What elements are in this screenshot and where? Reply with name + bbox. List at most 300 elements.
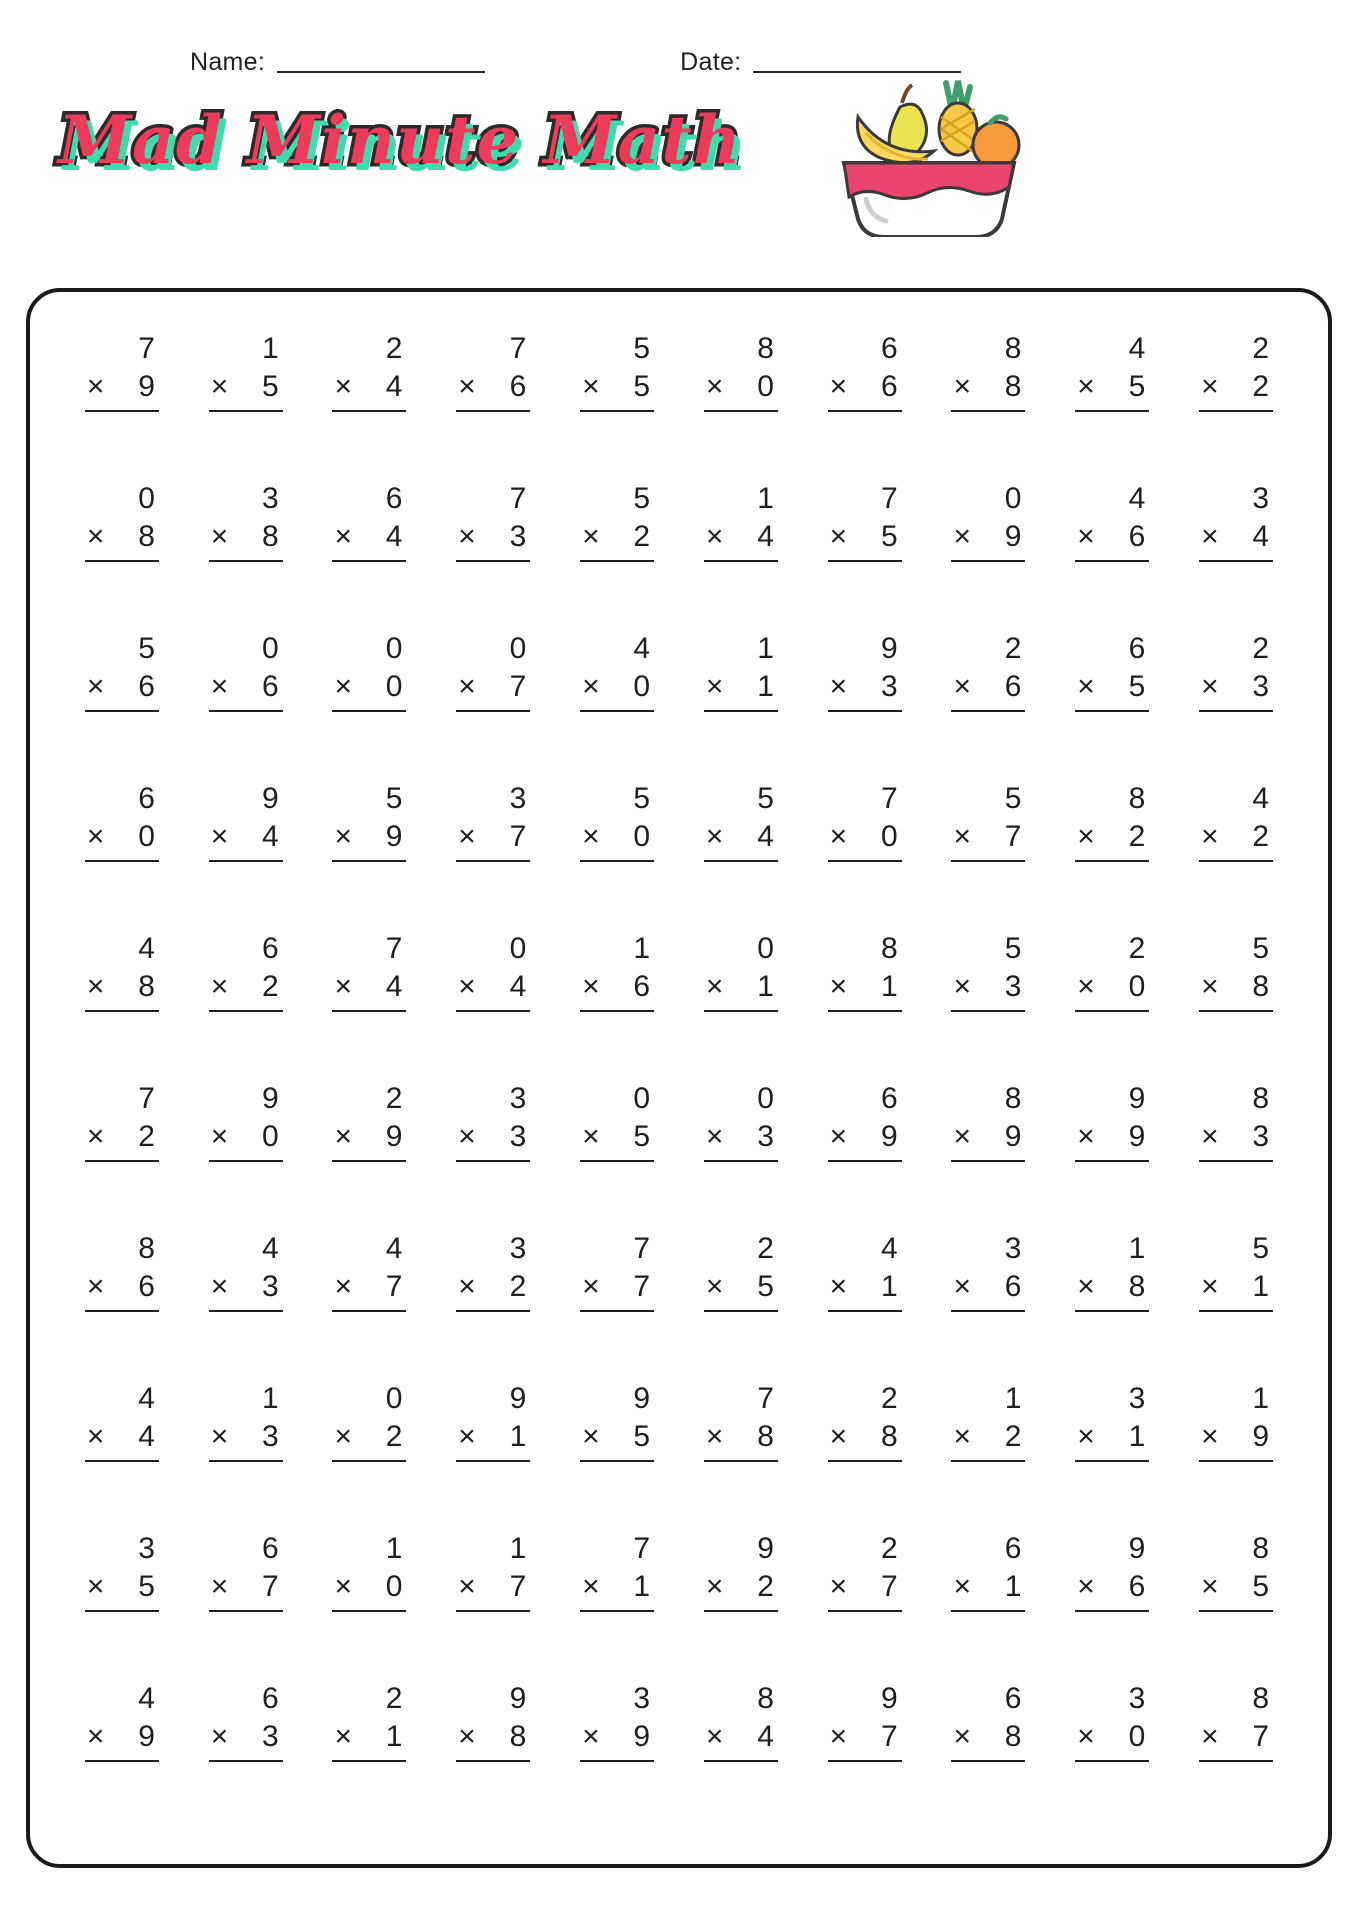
multiplication-problem[interactable] [1075, 1530, 1149, 1612]
problem-cell[interactable] [60, 1530, 184, 1680]
problem-operand-bottom-row [951, 368, 1025, 411]
problem-cell[interactable] [1174, 780, 1298, 930]
multiply-operator: × [86, 820, 105, 854]
problem-operand-bottom-row [580, 968, 654, 1011]
problem-operand-bottom: 1 [633, 1570, 651, 1604]
problem-cell[interactable] [803, 780, 927, 930]
problem-operand-top: 3 [509, 1232, 527, 1265]
problem-operand-bottom: 5 [1128, 370, 1146, 404]
problem-cell[interactable] [184, 1530, 308, 1680]
problem-cell[interactable] [184, 1230, 308, 1380]
multiplication-problem[interactable] [951, 330, 1025, 412]
problem-cell[interactable] [1174, 630, 1298, 780]
problem-cell[interactable] [431, 1680, 555, 1830]
multiply-operator: × [1201, 1720, 1219, 1754]
multiplication-problem[interactable] [951, 1230, 1025, 1312]
multiply-operator: × [829, 670, 848, 704]
problem-cell[interactable] [679, 1230, 803, 1380]
problem-cell[interactable] [431, 1530, 555, 1680]
problem-cell[interactable] [803, 930, 927, 1080]
problem-cell[interactable] [803, 1680, 927, 1830]
problem-cell[interactable] [60, 480, 184, 630]
problem-operand-bottom-row [704, 1268, 778, 1311]
problem-operand-top: 2 [385, 332, 403, 365]
multiply-operator: × [1077, 670, 1095, 704]
problem-cell[interactable] [60, 930, 184, 1080]
problem-cell[interactable] [927, 780, 1051, 930]
multiply-operator: × [210, 1120, 229, 1154]
problem-cell[interactable] [1174, 1680, 1298, 1830]
problem-operand-bottom-row [85, 518, 159, 561]
multiplication-problem[interactable] [1075, 1080, 1149, 1162]
problem-cell[interactable] [1050, 1080, 1174, 1230]
multiplication-problem[interactable] [1199, 1680, 1273, 1762]
problem-operand-top: 4 [262, 1232, 279, 1265]
problem-cell[interactable] [803, 480, 927, 630]
multiply-operator: × [1201, 820, 1219, 854]
multiplication-problem[interactable] [704, 780, 778, 862]
multiply-operator: × [829, 1270, 848, 1304]
multiplication-problem[interactable] [580, 930, 654, 1012]
problem-cell[interactable] [308, 480, 432, 630]
problem-cell[interactable] [555, 780, 679, 930]
multiplication-problem[interactable] [580, 630, 654, 712]
problem-cell[interactable] [431, 1380, 555, 1530]
multiplication-problem[interactable] [1075, 1380, 1149, 1462]
multiplication-problem[interactable] [332, 780, 406, 862]
problem-cell[interactable] [555, 630, 679, 780]
problem-cell[interactable] [1050, 1680, 1174, 1830]
multiplication-problem[interactable] [85, 1080, 159, 1162]
problem-cell[interactable] [184, 780, 308, 930]
problem-cell[interactable] [803, 1380, 927, 1530]
problem-operand-bottom: 0 [262, 1120, 279, 1154]
problem-cell[interactable] [308, 1230, 432, 1380]
problem-operand-bottom-row [456, 368, 530, 411]
multiplication-problem[interactable] [1075, 330, 1149, 412]
problem-cell[interactable] [308, 780, 432, 930]
multiplication-problem[interactable] [456, 1080, 530, 1162]
problem-cell[interactable] [555, 330, 679, 480]
problem-operand-bottom: 2 [262, 970, 279, 1004]
problem-operand-bottom-row [332, 818, 406, 861]
multiplication-problem[interactable] [951, 1080, 1025, 1162]
multiplication-problem[interactable] [580, 1380, 654, 1462]
problem-cell[interactable] [927, 1380, 1051, 1530]
multiplication-problem[interactable] [580, 1530, 654, 1612]
multiplication-problem[interactable] [85, 1230, 159, 1312]
multiplication-problem[interactable] [951, 630, 1025, 712]
problem-operand-bottom-row [1199, 518, 1273, 561]
problem-cell[interactable] [927, 1230, 1051, 1380]
problem-operand-top: 7 [509, 482, 527, 515]
problem-cell[interactable] [1050, 330, 1174, 480]
multiplication-problem[interactable] [209, 480, 283, 562]
multiplication-problem[interactable] [456, 1530, 530, 1612]
multiplication-problem[interactable] [1075, 630, 1149, 712]
problem-operand-bottom-row [580, 1718, 654, 1761]
problem-cell[interactable] [555, 1230, 679, 1380]
multiplication-problem[interactable] [456, 1680, 530, 1762]
multiplication-problem[interactable] [332, 1530, 406, 1612]
problem-operand-bottom: 2 [1128, 820, 1146, 854]
problem-operand-bottom: 5 [138, 1570, 155, 1604]
multiplication-problem[interactable] [209, 1230, 283, 1312]
multiply-operator: × [582, 820, 600, 854]
problem-cell[interactable] [60, 1080, 184, 1230]
problem-cell[interactable] [803, 1530, 927, 1680]
problem-cell[interactable] [1050, 630, 1174, 780]
problem-operand-top: 0 [509, 632, 527, 665]
multiplication-problem[interactable] [828, 930, 902, 1012]
problem-operand-bottom: 6 [509, 370, 527, 404]
problem-row [60, 1080, 1298, 1230]
multiplication-problem[interactable] [85, 1680, 159, 1762]
multiplication-problem[interactable] [209, 1680, 283, 1762]
multiplication-problem[interactable] [704, 330, 778, 412]
multiplication-problem[interactable] [580, 1230, 654, 1312]
multiplication-problem[interactable] [209, 1380, 283, 1462]
problem-operand-bottom: 5 [262, 370, 279, 404]
problem-cell[interactable] [308, 630, 432, 780]
multiplication-problem[interactable] [209, 630, 283, 712]
problem-cell[interactable] [803, 1230, 927, 1380]
problem-cell[interactable] [927, 480, 1051, 630]
problem-cell[interactable] [1050, 1530, 1174, 1680]
problem-operand-bottom: 7 [509, 820, 527, 854]
multiplication-problem[interactable] [332, 1080, 406, 1162]
multiplication-problem[interactable] [704, 630, 778, 712]
problem-cell[interactable] [431, 780, 555, 930]
problem-operand-bottom: 8 [1252, 970, 1270, 1004]
multiplication-problem[interactable] [828, 1380, 902, 1462]
problem-cell[interactable] [679, 1380, 803, 1530]
name-field[interactable] [190, 48, 485, 77]
problem-cell[interactable] [431, 1230, 555, 1380]
problem-cell[interactable] [927, 330, 1051, 480]
problem-cell[interactable] [184, 1380, 308, 1530]
problem-cell[interactable] [308, 1380, 432, 1530]
problem-cell[interactable] [431, 1080, 555, 1230]
problem-cell[interactable] [1174, 330, 1298, 480]
problem-cell[interactable] [431, 330, 555, 480]
problem-cell[interactable] [679, 1080, 803, 1230]
problem-operand-bottom: 7 [262, 1570, 279, 1604]
multiplication-problem[interactable] [580, 480, 654, 562]
multiplication-problem[interactable] [332, 930, 406, 1012]
problem-operand-top: 5 [633, 782, 651, 815]
multiply-operator: × [705, 370, 724, 404]
multiplication-problem[interactable] [704, 480, 778, 562]
multiply-operator: × [1077, 520, 1095, 554]
problem-cell[interactable] [679, 930, 803, 1080]
problem-operand-bottom-row [209, 518, 283, 561]
problem-cell[interactable] [1050, 480, 1174, 630]
multiplication-problem[interactable] [704, 1230, 778, 1312]
problem-cell[interactable] [803, 1080, 927, 1230]
problem-operand-top: 4 [138, 1682, 155, 1715]
multiplication-problem[interactable] [332, 1230, 406, 1312]
problem-cell[interactable] [679, 480, 803, 630]
multiplication-problem[interactable] [85, 930, 159, 1012]
problem-operand-bottom-row [951, 668, 1025, 711]
problem-operand-bottom: 0 [138, 820, 155, 854]
problem-cell[interactable] [555, 480, 679, 630]
problem-cell[interactable] [679, 1680, 803, 1830]
multiplication-problem[interactable] [828, 1680, 902, 1762]
problem-cell[interactable] [927, 1680, 1051, 1830]
problem-operand-bottom-row [209, 968, 283, 1011]
multiplication-problem[interactable] [704, 1080, 778, 1162]
multiplication-problem[interactable] [1199, 930, 1273, 1012]
multiplication-problem[interactable] [1199, 1380, 1273, 1462]
multiplication-problem[interactable] [828, 1230, 902, 1312]
problem-operand-bottom: 9 [633, 1720, 651, 1754]
problem-cell[interactable] [308, 930, 432, 1080]
problem-operand-top: 8 [1004, 1082, 1022, 1115]
problem-cell[interactable] [60, 780, 184, 930]
problem-cell[interactable] [1174, 930, 1298, 1080]
multiplication-problem[interactable] [85, 780, 159, 862]
multiplication-problem[interactable] [456, 330, 530, 412]
problem-operand-bottom: 8 [509, 1720, 527, 1754]
multiplication-problem[interactable] [704, 930, 778, 1012]
multiplication-problem[interactable] [1075, 930, 1149, 1012]
problem-cell[interactable] [1050, 1230, 1174, 1380]
problem-cell[interactable] [803, 630, 927, 780]
problem-cell[interactable] [555, 1530, 679, 1680]
problem-operand-bottom: 2 [1252, 820, 1270, 854]
problem-cell[interactable] [803, 330, 927, 480]
multiplication-problem[interactable] [1199, 1080, 1273, 1162]
problem-cell[interactable] [679, 330, 803, 480]
problem-row [60, 330, 1298, 480]
multiplication-problem[interactable] [456, 480, 530, 562]
problem-cell[interactable] [1174, 1230, 1298, 1380]
problem-operand-bottom: 7 [1252, 1720, 1270, 1754]
multiply-operator: × [458, 970, 476, 1004]
multiplication-problem[interactable] [828, 630, 902, 712]
multiplication-problem[interactable] [1199, 630, 1273, 712]
problem-operand-bottom-row [456, 818, 530, 861]
multiply-operator: × [210, 370, 229, 404]
problem-cell[interactable] [60, 1680, 184, 1830]
problem-cell[interactable] [679, 630, 803, 780]
problem-cell[interactable] [431, 480, 555, 630]
problem-operand-bottom-row [704, 1418, 778, 1461]
problem-cell[interactable] [1174, 1080, 1298, 1230]
multiplication-problem[interactable] [1199, 780, 1273, 862]
problem-cell[interactable] [184, 480, 308, 630]
problem-operand-bottom-row [85, 1568, 159, 1611]
multiplication-problem[interactable] [456, 1230, 530, 1312]
multiply-operator: × [86, 1720, 105, 1754]
problem-operand-top: 8 [757, 1682, 774, 1715]
problem-cell[interactable] [60, 330, 184, 480]
problem-cell[interactable] [308, 330, 432, 480]
multiplication-problem[interactable] [951, 1530, 1025, 1612]
multiplication-problem[interactable] [828, 1530, 902, 1612]
multiplication-problem[interactable] [85, 630, 159, 712]
problem-cell[interactable] [184, 630, 308, 780]
problem-operand-top: 6 [262, 932, 279, 965]
problem-operand-top: 1 [1004, 1382, 1022, 1415]
problem-operand-bottom-row [209, 1568, 283, 1611]
multiply-operator: × [582, 370, 600, 404]
multiplication-problem[interactable] [1199, 1230, 1273, 1312]
multiply-operator: × [210, 1570, 229, 1604]
problem-operand-bottom-row [1075, 968, 1149, 1011]
multiplication-problem[interactable] [209, 930, 283, 1012]
multiplication-problem[interactable] [951, 480, 1025, 562]
problem-cell[interactable] [431, 630, 555, 780]
problem-cell[interactable] [308, 1530, 432, 1680]
problem-operand-bottom-row [209, 368, 283, 411]
problem-cell[interactable] [184, 930, 308, 1080]
problem-cell[interactable] [431, 930, 555, 1080]
problem-cell[interactable] [184, 1080, 308, 1230]
problem-operand-bottom-row [85, 368, 159, 411]
problem-operand-top: 9 [509, 1682, 527, 1715]
problem-operand-bottom-row [828, 1568, 902, 1611]
problem-cell[interactable] [927, 1080, 1051, 1230]
problem-cell[interactable] [1174, 1380, 1298, 1530]
multiply-operator: × [458, 670, 476, 704]
multiplication-problem[interactable] [456, 630, 530, 712]
problem-operand-bottom: 0 [385, 670, 403, 704]
problem-operand-top: 8 [1252, 1082, 1270, 1115]
problem-operand-bottom-row [332, 518, 406, 561]
multiplication-problem[interactable] [332, 480, 406, 562]
problem-cell[interactable] [1050, 1380, 1174, 1530]
multiplication-problem[interactable] [1199, 480, 1273, 562]
problem-cell[interactable] [679, 780, 803, 930]
multiplication-problem[interactable] [828, 780, 902, 862]
multiplication-problem[interactable] [580, 780, 654, 862]
multiplication-problem[interactable] [580, 1080, 654, 1162]
multiply-operator: × [953, 520, 971, 554]
multiplication-problem[interactable] [209, 330, 283, 412]
problem-operand-bottom-row [951, 1718, 1025, 1761]
problem-cell[interactable] [60, 630, 184, 780]
problem-cell[interactable] [60, 1230, 184, 1380]
problem-cell[interactable] [555, 1080, 679, 1230]
name-input-line[interactable] [277, 70, 485, 73]
multiplication-problem[interactable] [456, 780, 530, 862]
multiplication-problem[interactable] [1075, 780, 1149, 862]
problem-operand-bottom: 1 [880, 1270, 898, 1304]
multiplication-problem[interactable] [332, 1680, 406, 1762]
multiplication-problem[interactable] [704, 1530, 778, 1612]
multiply-operator: × [458, 1720, 476, 1754]
problem-cell[interactable] [679, 1530, 803, 1680]
problem-operand-bottom-row [332, 1718, 406, 1761]
multiply-operator: × [1077, 1720, 1095, 1754]
multiplication-problem[interactable] [85, 480, 159, 562]
problem-cell[interactable] [1050, 930, 1174, 1080]
problem-cell[interactable] [927, 930, 1051, 1080]
problem-operand-bottom: 4 [757, 820, 774, 854]
problem-operand-bottom-row [951, 1418, 1025, 1461]
problem-cell[interactable] [60, 1380, 184, 1530]
multiplication-problem[interactable] [1075, 1680, 1149, 1762]
multiplication-problem[interactable] [1075, 1230, 1149, 1312]
multiply-operator: × [829, 970, 848, 1004]
problem-operand-bottom-row [1199, 1268, 1273, 1311]
multiplication-problem[interactable] [85, 1380, 159, 1462]
multiplication-problem[interactable] [580, 330, 654, 412]
multiplication-problem[interactable] [456, 930, 530, 1012]
problem-operand-top: 7 [880, 482, 898, 515]
problem-row [60, 1680, 1298, 1830]
multiply-operator: × [86, 970, 105, 1004]
problem-operand-bottom-row [85, 1268, 159, 1311]
multiplication-problem[interactable] [580, 1680, 654, 1762]
problem-cell[interactable] [555, 1380, 679, 1530]
multiply-operator: × [210, 1270, 229, 1304]
multiplication-problem[interactable] [85, 330, 159, 412]
multiplication-problem[interactable] [85, 1530, 159, 1612]
multiplication-problem[interactable] [1199, 330, 1273, 412]
multiplication-problem[interactable] [1199, 1530, 1273, 1612]
multiplication-problem[interactable] [332, 330, 406, 412]
problem-operand-bottom-row [85, 818, 159, 861]
multiplication-problem[interactable] [456, 1380, 530, 1462]
problem-operand-bottom: 3 [262, 1420, 279, 1454]
problem-operand-top: 9 [262, 1082, 279, 1115]
multiply-operator: × [458, 520, 476, 554]
problem-operand-bottom-row [1199, 1418, 1273, 1461]
problem-cell[interactable] [555, 930, 679, 1080]
multiplication-problem[interactable] [1075, 480, 1149, 562]
problem-operand-bottom-row [951, 1268, 1025, 1311]
multiplication-problem[interactable] [704, 1680, 778, 1762]
problem-operand-bottom-row [704, 1718, 778, 1761]
problem-operand-top: 5 [1004, 932, 1022, 965]
problem-cell[interactable] [1174, 480, 1298, 630]
problem-row [60, 480, 1298, 630]
problem-cell[interactable] [927, 1530, 1051, 1680]
multiplication-problem[interactable] [209, 1080, 283, 1162]
problem-cell[interactable] [1174, 1530, 1298, 1680]
problem-cell[interactable] [184, 1680, 308, 1830]
problem-cell[interactable] [1050, 780, 1174, 930]
multiplication-problem[interactable] [951, 1380, 1025, 1462]
problem-operand-bottom: 6 [1128, 520, 1146, 554]
multiplication-problem[interactable] [951, 930, 1025, 1012]
multiplication-problem[interactable] [332, 1380, 406, 1462]
problem-operand-top: 4 [385, 1232, 403, 1265]
multiplication-problem[interactable] [332, 630, 406, 712]
problem-cell[interactable] [927, 630, 1051, 780]
multiplication-problem[interactable] [828, 480, 902, 562]
problem-cell[interactable] [308, 1080, 432, 1230]
problem-cell[interactable] [555, 1680, 679, 1830]
problem-operand-bottom-row [580, 1268, 654, 1311]
multiplication-problem[interactable] [951, 780, 1025, 862]
multiplication-problem[interactable] [828, 330, 902, 412]
multiplication-problem[interactable] [704, 1380, 778, 1462]
multiplication-problem[interactable] [828, 1080, 902, 1162]
multiplication-problem[interactable] [951, 1680, 1025, 1762]
multiplication-problem[interactable] [209, 780, 283, 862]
problem-operand-top: 8 [1128, 782, 1146, 815]
multiply-operator: × [582, 670, 600, 704]
multiplication-problem[interactable] [209, 1530, 283, 1612]
problem-cell[interactable] [308, 1680, 432, 1830]
problem-operand-bottom: 4 [385, 520, 403, 554]
problem-cell[interactable] [184, 330, 308, 480]
